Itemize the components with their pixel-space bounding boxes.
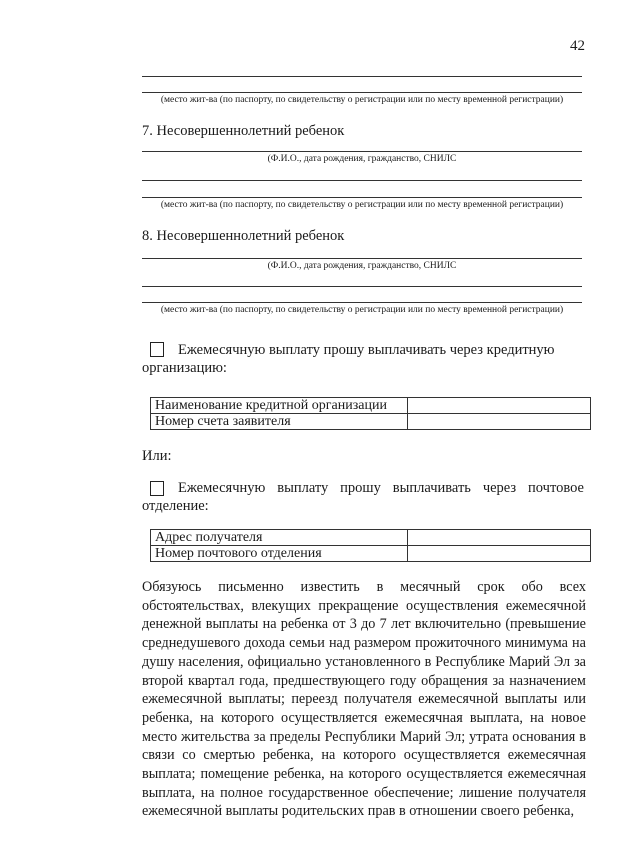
table-row [151,546,591,562]
minor-8-details-caption: (Ф.И.О., дата рождения, гражданство, СНИЛС [267,261,457,271]
bank-payment-checkbox[interactable] [150,342,164,357]
post-office-field[interactable] [408,546,591,562]
table-row [151,530,591,546]
residence-caption: (место жит-ва (по паспорту, по свидетельству о регистрации или по месту временной регистрации) [160,95,564,105]
post-payment-text-2: отделение: [142,498,209,514]
bank-details-table [150,397,591,430]
or-label: Или: [142,448,172,464]
page-number: 42 [570,38,585,54]
residence-line [142,92,582,93]
post-office-label: Номер почтового отделения [151,546,408,562]
minor-7-details-caption: (Ф.И.О., дата рождения, гражданство, СНИЛС [267,154,457,164]
recipient-address-label: Адрес получателя [151,530,408,546]
post-word: выплату [277,480,329,496]
paragraph-line: душу населения, официально установленного в Республике Марий Эл за [142,653,586,670]
minor-7-residence-line [142,180,582,181]
paragraph-line: выплата; помещение ребенка, на которого осуществляется ежемесячная [142,766,586,783]
post-payment-checkbox[interactable] [150,481,164,496]
post-word: прошу [340,480,381,496]
minor-8-residence-line [142,302,582,303]
post-word: почтовое [528,480,584,496]
post-word: Ежемесячную [178,480,266,496]
table-row [151,414,591,430]
minor-7-residence-caption: (место жит-ва (по паспорту, по свидетельству о регистрации или по месту временной регистрации) [160,200,564,210]
minor-7-heading: 7. Несовершеннолетний ребенок [142,123,345,139]
account-number-field[interactable] [408,414,591,430]
paragraph-line: ребенка, на которого осуществляется ежемесячная выплата, на новое [142,709,586,726]
paragraph-line: Обязуюсь письменно известить в месячный срок обо всех [142,579,586,595]
table-row [151,398,591,414]
post-payment-option [142,479,584,515]
bank-payment-text-2: организацию: [142,360,227,376]
minor-8-details-line [142,258,582,259]
post-word: выплачивать [392,480,471,496]
post-word: через [482,480,517,496]
paragraph-line: место жительства за пределы Республики Марий Эл; утрата основания в [142,728,586,745]
minor-8-residence-line [142,286,582,287]
bank-payment-text: Ежемесячную выплату прошу выплачивать через кредитную [178,342,555,358]
minor-7-residence-line [142,197,582,198]
bank-payment-option [142,341,584,377]
paragraph-line: второй квартал года, предшествующего году обращения за назначением [142,672,586,689]
recipient-address-field[interactable] [408,530,591,546]
residence-line [142,76,582,77]
paragraph-line: ежемесячной выплаты; переезд получателя ежемесячной выплаты или [142,691,586,708]
paragraph-line: обстоятельствах, влекущих прекращение осуществления ежемесячной [142,597,586,614]
bank-name-field[interactable] [408,398,591,414]
minor-8-residence-caption: (место жит-ва (по паспорту, по свидетельству о регистрации или по месту временной регистрации) [160,305,564,315]
account-number-label: Номер счета заявителя [151,414,408,430]
bank-name-label: Наименование кредитной организации [151,398,408,414]
paragraph-line: ежемесячной выплаты родительских прав в отношении своего ребенка, [142,803,575,820]
paragraph-line: денежной выплаты на ребенка от 3 до 7 лет включительно (превышение [142,616,586,633]
paragraph-line: среднедушевого дохода семьи над размером прожиточного минимума на [142,635,586,652]
minor-7-details-line [142,151,582,152]
paragraph-line: выплата, на полное государственное обеспечение; лишение получателя [142,784,586,801]
obligation-paragraph [142,578,586,821]
paragraph-line: связи со смертью ребенка, на которого осуществляется ежемесячная [142,747,586,764]
minor-8-heading: 8. Несовершеннолетний ребенок [142,228,345,244]
post-details-table [150,529,591,562]
